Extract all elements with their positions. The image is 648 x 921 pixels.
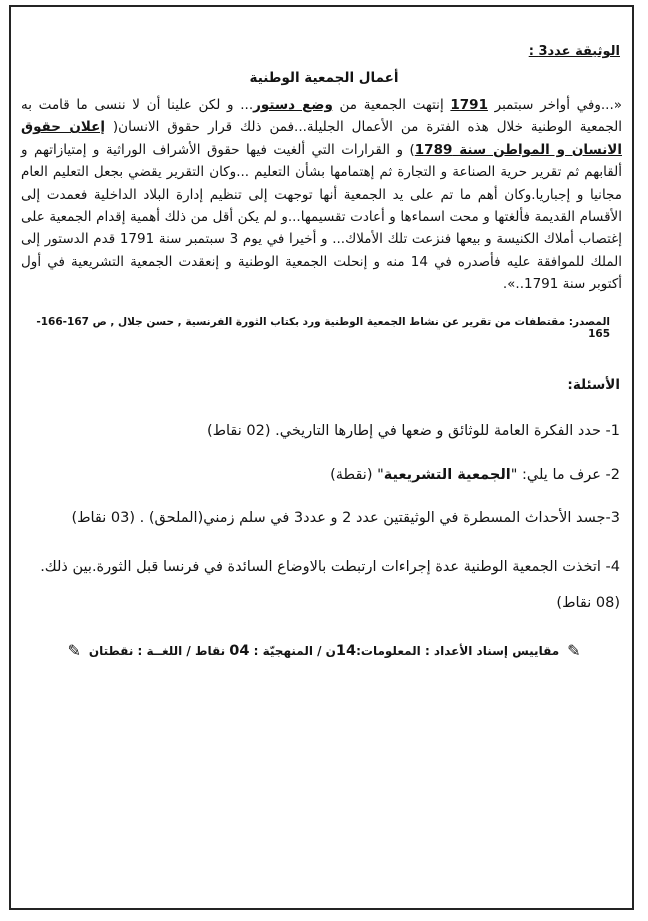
questions-heading: الأسئلة: (567, 377, 620, 393)
pencil-icon: ✎ (67, 641, 81, 660)
document-body-paragraph (21, 94, 622, 296)
pencil-icon: ✎ (567, 641, 581, 660)
highlighted-date-1791: 1791 (450, 97, 488, 113)
question-4: 4- اتخذت الجمعية الوطنية عدة إجراءات ارتبطت بالاوضاع السائدة في فرنسا قبل الثورة.بين ذلك. (08 نقاط) (40, 559, 620, 611)
paragraph-run: ... و لكن علينا أن لا ننسى ما قامت به الجمعية الوطنية خلال هذه الفترة من الأعمال الجليلة...فمن ذلك قرار حقوق الانسان( (21, 97, 622, 136)
paragraph-run: ) و القرارات التي ألغيت فيها حقوق الأشراف الوراثية و إمتيازاتهم و ألقابهم ثم تقرير حرية الصناعة و التجارة ثم إهتمامها بشأن التعليم ...وكان التقرير يقضي بجعل التعليم العام مجانيا و إجباريا.وكان أهم ما تم على يد الجمعية أنها توجهت إلى تنظيم إدارة البلاد الداخلية فعمدت إلى الأقسام القديمة فألغتها و محت اسماءها و أعادت تقسيمها...و لم يكن أقل من ذلك أهمية إقدام الجمعية على إغتصاب أملاك الكنيسة و بيعها فنزعت تلك الأملاك... و أخيرا في يوم 3 سبتمبر سنة 1791 قدم الدستور إلى الملك للموافقة عليه فأصدره في 14 منه و إنحلت الجمعية الوطنية و إنعقدت الجمعية التشريعية في أول أكتوبر سنة 1791..». (21, 141, 622, 293)
paragraph-run: «...وفي أواخر سبتمبر (487, 97, 622, 113)
grading-scale-text: نقاط / اللغــة : نقطتان (88, 644, 230, 658)
document-number-heading: الوثيقة عدد3 : (528, 44, 620, 59)
highlighted-phrase-constitution: وضع دستور (253, 97, 333, 113)
methodology-score: 04 (229, 643, 250, 659)
paragraph-run: إنتهت الجمعية من (332, 97, 451, 113)
question-1: 1- حدد الفكرة العامة للوثائق و ضعها في إطارها التاريخي. (02 نقاط) (206, 423, 620, 439)
question-2-text: " (نقطة) (330, 467, 384, 483)
question-2-term: الجمعية التشريعية (383, 467, 511, 483)
question-2 (20, 464, 620, 486)
grading-scale-text: ن / المنهجيّة : (249, 644, 336, 658)
grading-scale-text: مقاييس إسناد الأعداد : المعلومات: (356, 644, 560, 658)
question-2-text: 2- عرف ما يلي: " (510, 467, 620, 483)
information-score: 14 (335, 643, 357, 659)
highlighted-phrase-declaration-1789: إعلان حقوق الانسان و المواطن سنة 1789 (21, 119, 622, 158)
document-title: أعمال الجمعية الوطنية (249, 70, 399, 86)
grading-scale-line (0, 640, 648, 659)
question-3: 3-جسد الأحداث المسطرة في الوثيقتين عدد 2 و عدد3 في سلم زمني(الملحق) . (03 نقاط) (71, 510, 620, 526)
source-citation: المصدر: مقتطفات من تقرير عن نشاط الجمعية الوطنية ورد بكتاب الثورة الفرنسية , حسن جلال , ص 167-166-165 (36, 316, 610, 340)
